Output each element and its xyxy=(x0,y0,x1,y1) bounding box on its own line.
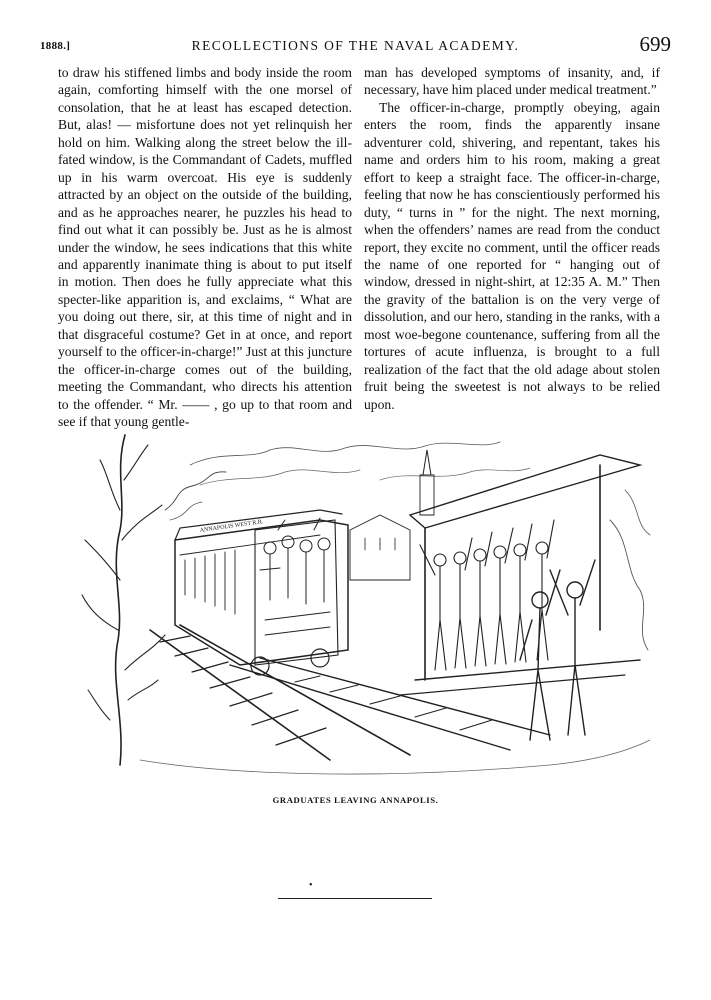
left-column xyxy=(58,64,352,431)
right-paragraph-1: man has developed symptoms of insanity, and, if necessary, have him placed under medical treatment.” xyxy=(364,65,660,98)
running-header xyxy=(40,32,671,60)
right-paragraph-2: The officer-in-charge, promptly obeying, again enters the room, finds the apparently insane adventurer cold, shivering, and repentant, takes his name and orders him to his room, making a great effort to keep a straight face. The officer-in-charge, feeling that now he has conscientiously performed his duty, “ turns in ” for the night. The next morning, when the offenders’ names are read from the conduct report, they excite no comment, until the officer reads the name of one reported for “ hanging out of window, dressed in night-shirt, at 12:35 A. M.” Then the gravity of the battalion is on the very verge of dissolution, and our hero, standing in the ranks, with a most woe-begone countenance, suffering from all the tortures of acute influenza, is brought to a full realization of the fact that the old adage about stolen fruit being the sweetest is not always to be relied upon. xyxy=(364,99,660,412)
section-end-rule xyxy=(278,898,432,899)
end-dot: • xyxy=(309,880,313,891)
running-title: RECOLLECTIONS OF THE NAVAL ACADEMY. xyxy=(191,38,520,53)
figure-caption: GRADUATES LEAVING ANNAPOLIS. xyxy=(272,795,439,805)
page-number: 699 xyxy=(639,32,671,56)
car-lettering: ANNAPOLIS WEST R.R. xyxy=(199,519,264,534)
engraving-graduates-leaving xyxy=(80,420,655,785)
engraving-drawing xyxy=(80,420,655,785)
right-column xyxy=(364,64,660,413)
header-year: 1888.] xyxy=(40,40,71,52)
left-paragraph-1: to draw his stiffened limbs and body inside the room again, comforting himself with the one morsel of consolation, that he at least has escaped detection. But, alas! — misfortune does not yet relinquish her hold on him. Walking along the street below the ill-fated window, is the Commandant of Cadets, muffled up in his warm overcoat. His eye is suddenly attracted by an object on the outside of the building, and as he approaches nearer, he puzzles his head to find out what it can possibly be. Just as he is almost under the window, he sees indications that this white and apparently inanimate thing is about to put itself in motion. Then does he fully appreciate what this specter-like apparition is, and exclaims, “ What are you doing out there, sir, at this time of night and in that disgraceful costume? Get in at once, and report yourself to the officer-in-charge!” Just at this juncture the officer-in-charge comes out of the building, meeting the Commandant, who directs his attention to the offender. “ Mr. —— , go up to that room and see if that young gentle- xyxy=(58,65,352,430)
